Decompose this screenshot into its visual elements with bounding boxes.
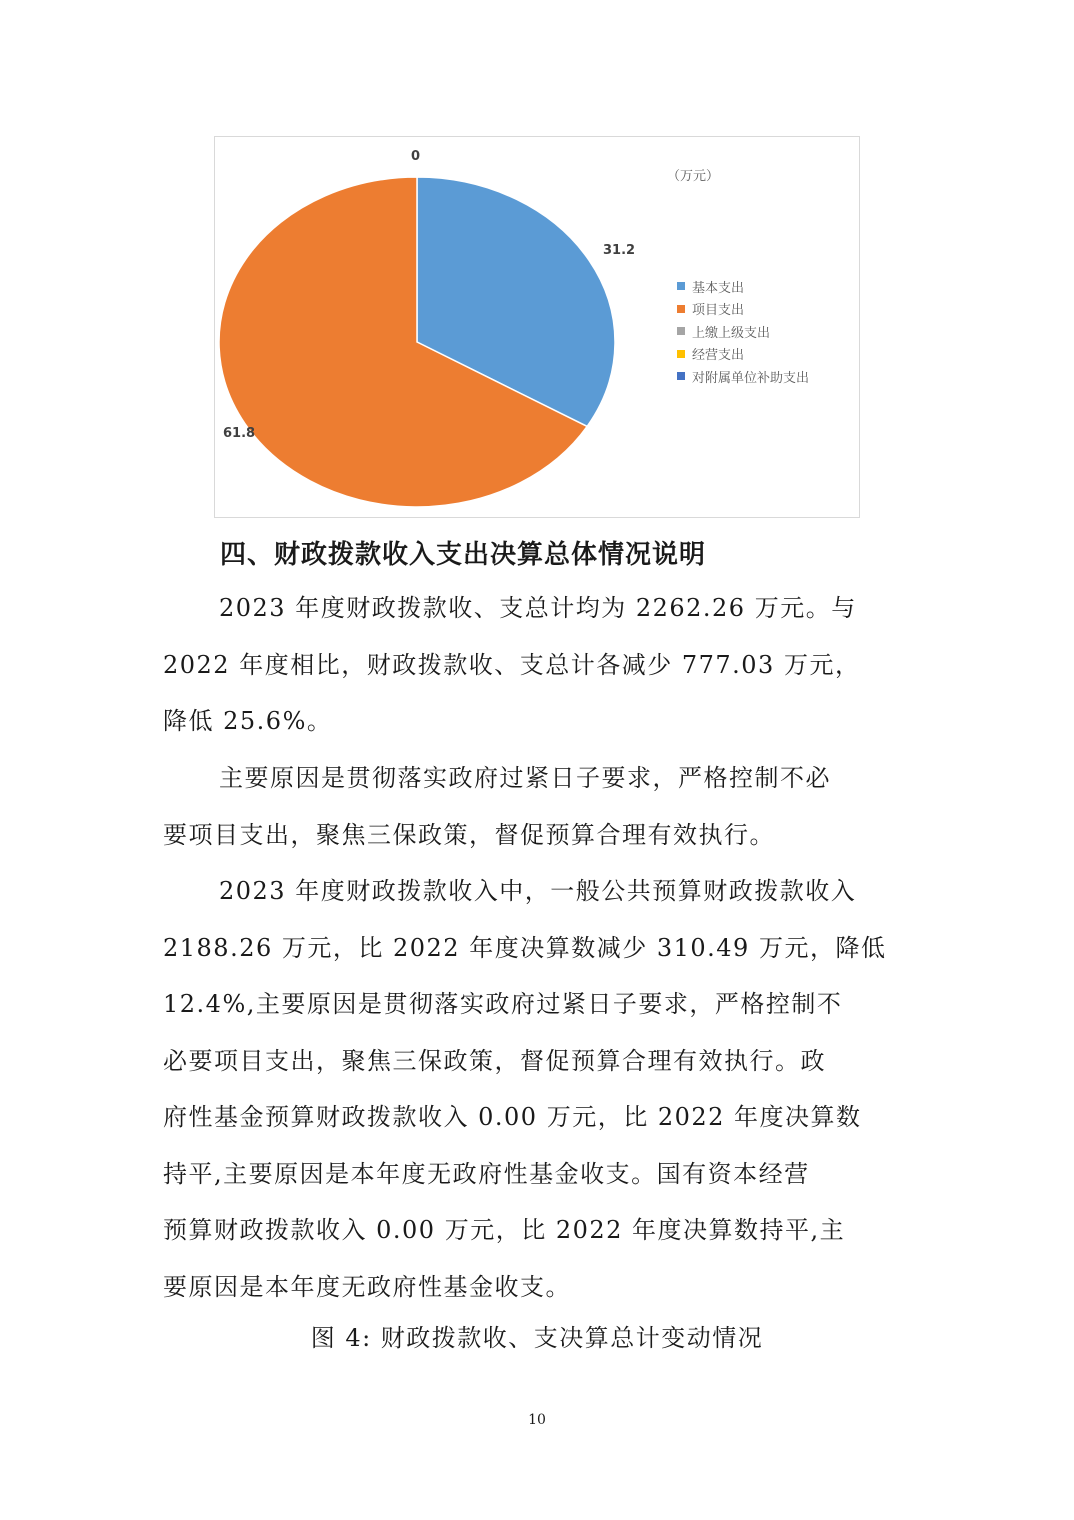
figure-caption: 图 4: 财政拨款收、支决算总计变动情况: [310, 1324, 764, 1352]
legend-label-subsidy: 对附属单位补助支出: [692, 370, 810, 386]
legend-label-upper: 上缴上级支出: [692, 325, 771, 341]
legend-item-project: [677, 298, 809, 321]
paragraph-3-line-6: 持平,主要原因是本年度无政府性基金收支。国有资本经营: [163, 1159, 810, 1188]
chart-legend: [677, 275, 809, 388]
legend-item-upper: [677, 320, 809, 343]
paragraph-3: [163, 863, 913, 1315]
legend-swatch-basic: [677, 282, 685, 290]
paragraph-3-line-1: 2023 年度财政拨款收入中，一般公共预算财政拨款收入: [219, 877, 857, 905]
legend-item-operation: [677, 343, 809, 366]
legend-swatch-upper: [677, 327, 685, 335]
legend-swatch-subsidy: [677, 372, 685, 380]
data-label-basic: 31.2: [603, 243, 636, 258]
paragraph-1-line-3: 降低 25.6%。: [163, 707, 333, 735]
pie-chart: [214, 136, 860, 518]
paragraph-3-line-8: 要原因是本年度无政府性基金收支。: [163, 1272, 571, 1301]
section-heading: 四、财政拨款收入支出决算总体情况说明: [220, 540, 707, 570]
paragraph-1: [163, 580, 913, 750]
paragraph-1-line-2: 2022 年度相比，财政拨款收、支总计各减少 777.03 万元，: [163, 650, 861, 679]
paragraph-1-line-1: 2023 年度财政拨款收、支总计均为 2262.26 万元。与: [219, 594, 857, 622]
legend-swatch-operation: [677, 350, 685, 358]
legend-label-project: 项目支出: [692, 303, 745, 319]
legend-swatch-project: [677, 305, 685, 313]
paragraph-2-line-2: 要项目支出，聚焦三保政策，督促预算合理有效执行。: [163, 820, 775, 849]
data-label-project: 61.8: [223, 426, 256, 441]
paragraph-3-line-4: 必要项目支出，聚焦三保政策，督促预算合理有效执行。政: [163, 1046, 826, 1075]
paragraph-3-line-2: 2188.26 万元，比 2022 年度决算数减少 310.49 万元，降低: [163, 933, 887, 962]
legend-item-subsidy: [677, 365, 809, 388]
legend-item-basic: [677, 275, 809, 298]
chart-unit-label: （万元）: [667, 169, 720, 184]
page-number: 10: [528, 1412, 546, 1428]
paragraph-2-line-1: 主要原因是贯彻落实政府过紧日子要求，严格控制不必: [219, 764, 831, 792]
legend-label-operation: 经营支出: [692, 348, 745, 364]
data-label-zero: 0: [411, 149, 421, 164]
paragraph-3-line-7: 预算财政拨款收入 0.00 万元，比 2022 年度决算数持平,主: [163, 1216, 846, 1244]
paragraph-2: [163, 750, 913, 863]
paragraph-3-line-5: 府性基金预算财政拨款收入 0.00 万元，比 2022 年度决算数: [163, 1103, 862, 1131]
paragraph-3-line-3: 12.4%,主要原因是贯彻落实政府过紧日子要求，严格控制不: [163, 990, 843, 1018]
legend-label-basic: 基本支出: [692, 280, 745, 296]
